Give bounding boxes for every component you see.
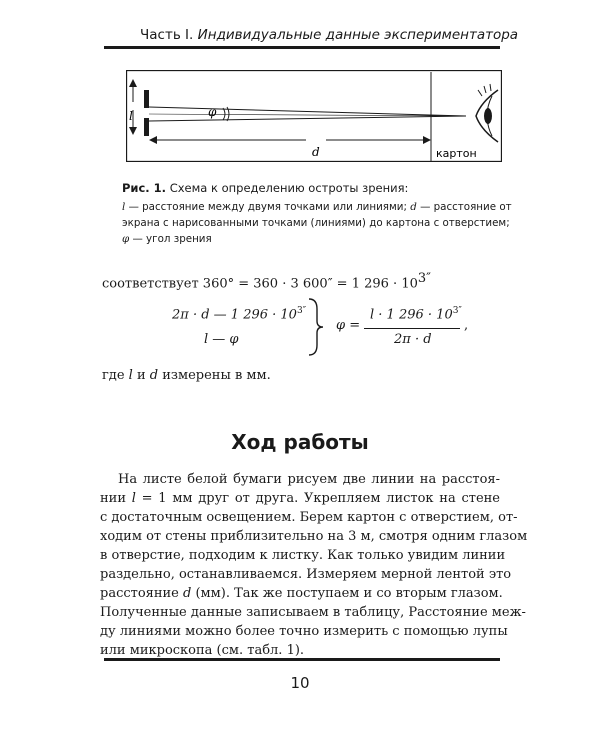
- right-brace: [307, 297, 325, 357]
- formula-line-1: [102, 268, 431, 295]
- label-l: l: [129, 109, 133, 123]
- page-number: 10: [290, 674, 310, 692]
- formula-line1-sup: 3″: [417, 271, 432, 286]
- units-note-l: l: [128, 368, 133, 383]
- units-note-prefix: где: [102, 368, 129, 383]
- fraction-bar: [364, 328, 460, 329]
- paragraph-line-10: или микроскопа (см. табл. 1).: [100, 643, 305, 658]
- header-part: Часть I.: [140, 27, 194, 43]
- running-header: [140, 27, 560, 43]
- label-d: d: [312, 145, 320, 159]
- note-d-text: — расстояние от экрана с нарисованными точками (линиями) до картона с отверстием;: [122, 201, 512, 229]
- figure-caption-notes: [122, 199, 512, 247]
- lower-line-mark: [144, 118, 149, 136]
- proportion-top-sup: 3″: [296, 306, 307, 316]
- proportion-bottom-expr: l — φ: [204, 332, 239, 347]
- paragraph-line-8: Полученные данные записываем в таблицу, Расстояние меж-: [100, 605, 526, 620]
- label-cardboard: картон: [436, 147, 477, 160]
- caption-title: Схема к определению остроты зрения:: [169, 181, 409, 195]
- visual-acuity-diagram: [126, 70, 502, 162]
- units-note: [102, 365, 271, 387]
- figure-caption: [122, 180, 512, 196]
- formula-line1-expr: 360° = 360 · 3 600″ = 1 296 · 10: [202, 276, 418, 292]
- header-rule: [104, 46, 500, 49]
- eye-icon: [476, 84, 498, 142]
- paragraph-line-9: ду линиями можно более точно измерить с помощью лупы: [100, 624, 508, 639]
- units-note-suffix: измерены в мм.: [158, 368, 271, 383]
- note-l-text: — расстояние между двумя точками или линиями;: [125, 201, 411, 213]
- note-phi-text: — угол зрения: [129, 233, 212, 245]
- proportion-top-expr: 2π · d — 1 296 · 10: [172, 307, 297, 323]
- line7-d: d: [183, 586, 192, 601]
- angle-arc: [223, 108, 225, 120]
- numerator-expr: l · 1 296 · 10: [370, 307, 453, 323]
- line2-b: = 1 мм друг от друга. Укрепляем листок на стене: [135, 491, 500, 506]
- denominator-expr: 2π · d: [394, 332, 432, 347]
- header-title: Индивидуальные данные экспериментатора: [197, 27, 519, 43]
- formula-comma: [464, 318, 468, 333]
- formula-line1-prefix: соответствует: [102, 276, 203, 292]
- upper-line-mark: [144, 90, 149, 108]
- phi-equals: [336, 318, 360, 333]
- paragraph-line-3: с достаточным освещением. Берем картон с отверстием, от-: [100, 510, 518, 525]
- paragraph-line-1: На листе белой бумаги рисуем две линии на расстоя-: [118, 472, 500, 487]
- units-note-mid: и: [132, 368, 150, 383]
- fraction-numerator: [370, 306, 462, 322]
- line7-a: расстояние: [100, 586, 184, 601]
- note-l-symbol: l: [122, 201, 126, 213]
- caption-label: Рис. 1.: [122, 181, 167, 195]
- sight-line-upper: [149, 107, 466, 116]
- phi-equals-text: φ =: [336, 318, 361, 333]
- sight-line-lower: [149, 116, 466, 121]
- paragraph-line-4: ходим от стены приблизительно на 3 м, смотря одним глазом: [100, 529, 528, 544]
- note-d-symbol: d: [410, 201, 417, 213]
- section-title: Ход работы: [231, 430, 369, 454]
- label-phi: φ: [208, 105, 217, 119]
- note-phi-symbol: φ: [122, 233, 130, 245]
- comma-text: ,: [464, 318, 469, 333]
- fraction-denominator: [394, 332, 432, 347]
- units-note-d: d: [149, 368, 159, 383]
- line2-a: нии: [100, 491, 132, 506]
- paragraph-line-7: [100, 584, 503, 603]
- proportion-bottom: [204, 332, 239, 347]
- line7-b: (мм). Так же поступаем и со вторым глазом.: [191, 586, 503, 601]
- line2-l: l: [131, 491, 136, 506]
- paragraph-line-5: в отверстие, подходим к листку. Как только увидим линии: [100, 548, 506, 563]
- paragraph-line-6: раздельно, останавливаемся. Измеряем мерной лентой это: [100, 567, 512, 582]
- proportion-top: [172, 306, 306, 322]
- paragraph-line-2: [100, 489, 500, 508]
- numerator-sup: 3″: [452, 306, 462, 316]
